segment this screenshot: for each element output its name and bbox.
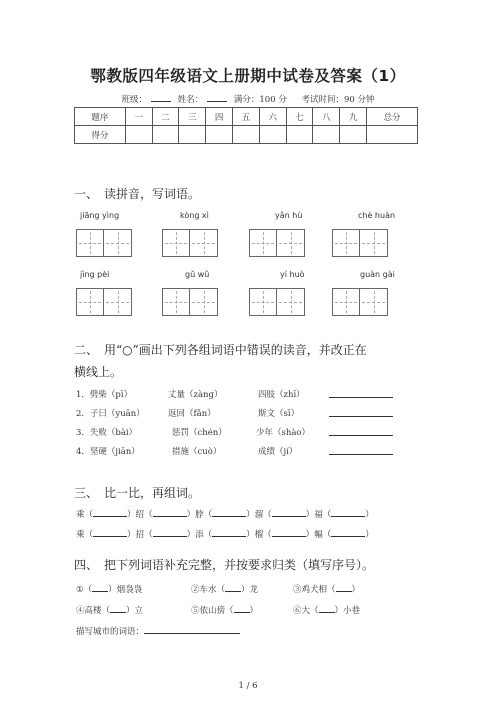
answer-line[interactable]	[329, 454, 393, 455]
answer-line[interactable]	[329, 397, 393, 398]
writing-box[interactable]	[332, 288, 388, 316]
answer-line[interactable]	[329, 435, 393, 436]
writing-box[interactable]	[332, 229, 388, 257]
writing-cell[interactable]	[190, 229, 218, 257]
score-header-cell: 二	[152, 108, 179, 126]
score-cell[interactable]	[125, 126, 152, 144]
word-blank[interactable]	[331, 507, 365, 517]
pinyin-label: kòng xì	[180, 211, 209, 220]
score-header-cell: 四	[206, 108, 233, 126]
writing-cell[interactable]	[360, 229, 388, 257]
pronunciation-item: 措施（cuò）	[172, 447, 222, 457]
idiom-prefix: ⑤依山傍（	[191, 606, 234, 616]
compare-char: 绍	[135, 510, 145, 520]
score-header-cell: 七	[286, 108, 313, 126]
section2-heading-cont: 横线上。	[74, 365, 123, 379]
idiom-prefix: ②车水（	[191, 585, 226, 595]
score-header-cell: 六	[259, 108, 286, 126]
exam-time: 考试时间：90 分钟	[301, 95, 375, 105]
idiom-prefix: ①（	[76, 585, 93, 595]
idiom-blank[interactable]	[319, 603, 335, 613]
idiom-item	[76, 603, 143, 616]
writing-cell[interactable]	[76, 229, 104, 257]
section1-heading: 一、 读拼音，写词语。	[74, 187, 201, 201]
compare-row: 乘（ ）招（ ）添（ ）榴（ ）幅（ ）	[76, 527, 374, 540]
word-blank[interactable]	[272, 507, 306, 517]
score-table-row	[75, 126, 418, 144]
writing-box[interactable]	[249, 288, 305, 316]
score-cell[interactable]	[259, 126, 286, 144]
score-header-cell: 题序	[75, 108, 126, 126]
writing-box[interactable]	[162, 288, 218, 316]
writing-cell[interactable]	[249, 229, 277, 257]
pronunciation-item: 3．失败（bài）	[76, 428, 138, 438]
writing-cell[interactable]	[332, 229, 360, 257]
compare-char: 溜	[254, 510, 264, 520]
full-score: 满分：100 分	[233, 95, 287, 105]
writing-cell[interactable]	[162, 288, 190, 316]
idiom-blank[interactable]	[110, 603, 126, 613]
score-table	[74, 107, 418, 144]
score-cell[interactable]	[340, 126, 367, 144]
pinyin-label: chè huàn	[358, 211, 396, 220]
pronunciation-item: 四肢（zhī）	[258, 390, 305, 400]
pronunciation-item: 丈量（zàng）	[168, 390, 223, 400]
idiom-item	[293, 603, 360, 616]
word-blank[interactable]	[153, 507, 187, 517]
score-cell[interactable]	[206, 126, 233, 144]
score-row-label: 得分	[75, 126, 126, 144]
idiom-suffix: ）烟袅袅	[108, 585, 143, 595]
compare-row: 乘（ ）绍（ ）脖（ ）溜（ ）福（ ）	[76, 507, 374, 520]
category-label: 描写城市的词语：	[76, 627, 145, 637]
writing-cell[interactable]	[104, 288, 132, 316]
pronunciation-item: 斯文（sī）	[258, 409, 300, 419]
idiom-prefix: ⑥大（	[293, 606, 319, 616]
writing-cell[interactable]	[277, 288, 305, 316]
section3-heading: 三、 比一比，再组词。	[74, 486, 201, 500]
idiom-item	[76, 582, 142, 595]
idiom-suffix: ）	[351, 585, 361, 595]
word-blank[interactable]	[153, 527, 187, 537]
category-prompt	[76, 624, 240, 637]
writing-cell[interactable]	[360, 288, 388, 316]
class-label: 班级：	[121, 95, 147, 105]
section4-heading: 四、 把下列词语补充完整，并按要求归类（填写序号）。	[74, 558, 375, 572]
writing-cell[interactable]	[104, 229, 132, 257]
idiom-blank[interactable]	[336, 582, 352, 592]
class-blank[interactable]	[151, 92, 171, 102]
compare-char: 福	[314, 510, 323, 520]
score-header-cell: 一	[125, 108, 152, 126]
writing-cell[interactable]	[190, 288, 218, 316]
idiom-suffix: ）小巷	[334, 606, 361, 616]
word-blank[interactable]	[212, 507, 246, 517]
pronunciation-item: 惩罚（chén）	[172, 428, 227, 438]
idiom-item	[191, 582, 258, 595]
pronunciation-item: 1．劈柴（pī）	[76, 390, 133, 400]
idiom-blank[interactable]	[234, 603, 250, 613]
writing-box[interactable]	[76, 229, 132, 257]
score-cell[interactable]	[233, 126, 260, 144]
compare-char: 添	[195, 530, 204, 540]
answer-line[interactable]	[329, 416, 393, 417]
name-label: 姓名：	[177, 95, 204, 105]
idiom-item	[191, 603, 258, 616]
word-blank[interactable]	[93, 527, 127, 537]
pronunciation-item: 4．坚硬（jiān）	[76, 447, 140, 457]
writing-box[interactable]	[76, 288, 132, 316]
pinyin-label: guàn gài	[360, 270, 395, 279]
idiom-suffix: ）立	[126, 606, 144, 616]
score-cell[interactable]	[367, 126, 418, 144]
idiom-suffix: ）	[249, 606, 259, 616]
idiom-prefix: ④高楼（	[76, 606, 111, 616]
pronunciation-item: 成绩（jí）	[258, 447, 298, 457]
word-blank[interactable]	[212, 527, 246, 537]
writing-cell[interactable]	[162, 229, 190, 257]
writing-cell[interactable]	[332, 288, 360, 316]
score-cell[interactable]	[286, 126, 313, 144]
section2-heading: 二、 用“○”画出下列各组词语中错误的读音，并改正在	[74, 343, 367, 357]
score-cell[interactable]	[313, 126, 340, 144]
score-header-cell: 三	[179, 108, 206, 126]
category-answer-line[interactable]	[144, 624, 240, 634]
pinyin-label: jiāng yìng	[80, 211, 120, 220]
pinyin-label: yǎn hù	[275, 211, 303, 220]
score-cell[interactable]	[179, 126, 206, 144]
idiom-item	[293, 582, 360, 595]
pinyin-label: jìng pèi	[80, 270, 110, 279]
writing-box[interactable]	[162, 229, 218, 257]
score-header-cell: 五	[233, 108, 260, 126]
score-header-cell: 九	[340, 108, 367, 126]
score-header-cell: 总分	[367, 108, 418, 126]
compare-char: 乘	[76, 530, 85, 540]
idiom-suffix: ）龙	[241, 585, 259, 595]
compare-char: 招	[135, 530, 145, 540]
pinyin-label: gǔ wǔ	[185, 270, 210, 279]
score-header-cell: 八	[313, 108, 340, 126]
idiom-prefix: ③鸡犬相（	[293, 585, 336, 595]
compare-char: 乘	[76, 510, 85, 520]
writing-cell[interactable]	[76, 288, 104, 316]
page-number: 1 / 6	[238, 681, 258, 691]
pronunciation-item: 少年（shào）	[256, 428, 311, 438]
word-blank[interactable]	[93, 507, 127, 517]
writing-cell[interactable]	[249, 288, 277, 316]
idiom-blank[interactable]	[92, 582, 108, 592]
compare-char: 榴	[254, 530, 264, 540]
writing-box[interactable]	[249, 229, 305, 257]
compare-char: 脖	[195, 510, 204, 520]
pinyin-label: yí huò	[280, 270, 305, 279]
page-title: 鄂教版四年级语文上册期中试卷及答案（1）	[90, 67, 406, 85]
score-table-header	[75, 108, 418, 126]
idiom-blank[interactable]	[225, 582, 241, 592]
pronunciation-item: 2．子曰（yuān）	[76, 409, 145, 419]
exam-info	[0, 92, 496, 105]
score-cell[interactable]	[152, 126, 179, 144]
name-blank[interactable]	[207, 92, 227, 102]
pronunciation-item: 返回（fǎn）	[168, 409, 216, 419]
word-blank[interactable]	[272, 527, 306, 537]
writing-cell[interactable]	[277, 229, 305, 257]
word-blank[interactable]	[331, 527, 365, 537]
compare-char: 幅	[314, 530, 323, 540]
